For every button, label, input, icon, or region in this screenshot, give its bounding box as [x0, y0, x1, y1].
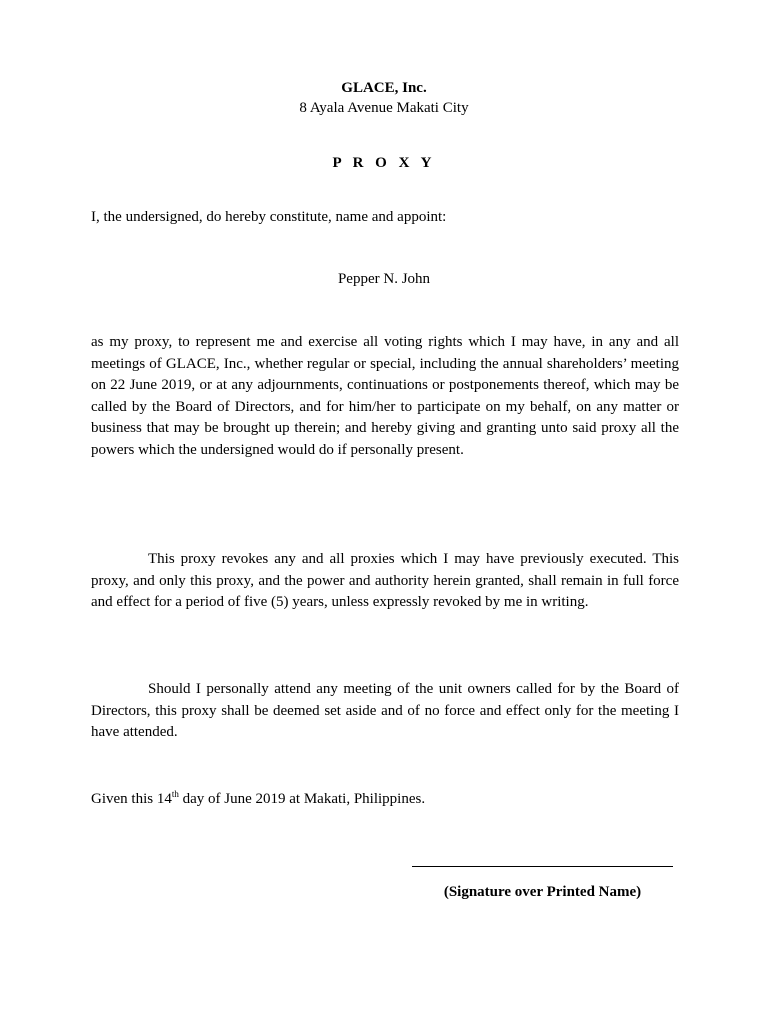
- company-address: 8 Ayala Avenue Makati City: [299, 100, 469, 116]
- given-prefix: Given this 14: [91, 791, 172, 807]
- signature-caption: (Signature over Printed Name): [443, 884, 642, 900]
- company-name: GLACE, Inc.: [341, 80, 427, 96]
- given-statement: [91, 789, 679, 811]
- paragraph-voting-rights: as my proxy, to represent me and exercise all voting rights which I may have, in any and all meetings of GLACE, Inc., whether regular or special, including the annual shareholders’ meeting on 22 June 2019, or at any adjournments, continuations or postponements thereof, which may be called by the Board of Directors, and for him/her to participate on my behalf, on any matter or business that may be brought up therein; and hereby giving and granting unto said proxy all the powers which the undersigned would do if personally present.: [91, 334, 679, 458]
- signature-line: [412, 866, 673, 867]
- paragraph-revocation: This proxy revokes any and all proxies which I may have previously executed. This proxy, and only this proxy, and the power and authority herein granted, shall remain in full force and effect for a period of five (5) years, unless expressly revoked by me in writing.: [91, 551, 679, 610]
- document-title: P R O X Y: [332, 155, 436, 171]
- given-ordinal-suffix: th: [171, 789, 179, 799]
- intro-statement: I, the undersigned, do hereby constitute, name and appoint:: [91, 209, 447, 225]
- given-rest: day of June 2019 at Makati, Philippines.: [178, 791, 426, 807]
- paragraph-personal-attendance: Should I personally attend any meeting of the unit owners called for by the Board of Directors, this proxy shall be deemed set aside and of no force and effect only for the meeting I have attended.: [91, 681, 679, 740]
- proxy-name: Pepper N. John: [337, 271, 431, 287]
